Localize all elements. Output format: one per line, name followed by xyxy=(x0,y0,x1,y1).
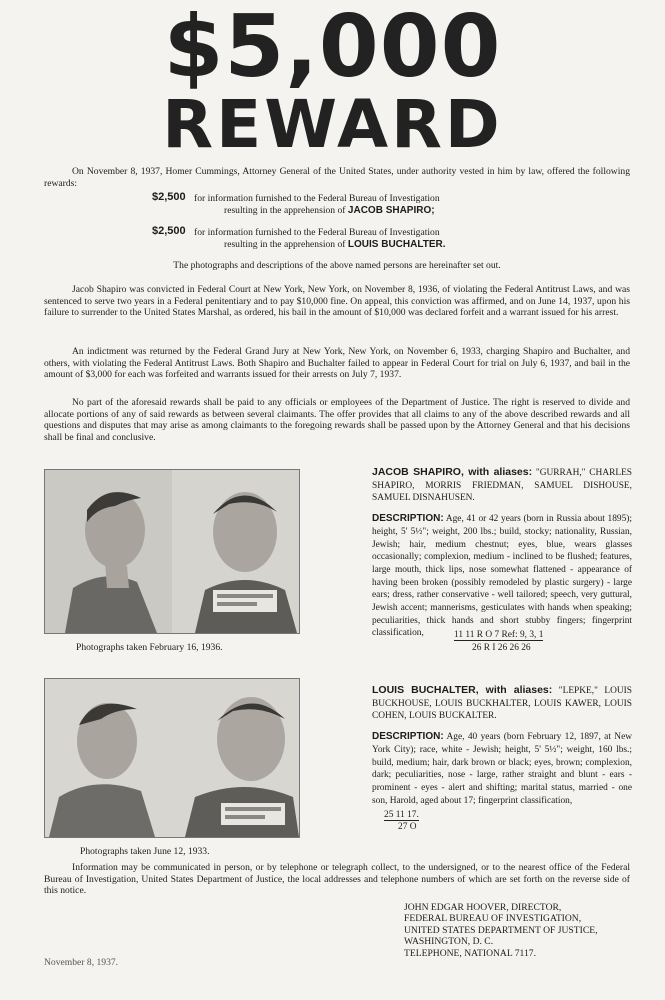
shapiro-mugshot-photo xyxy=(44,469,300,634)
intro-paragraph: On November 8, 1937, Homer Cummings, Attorney General of the United States, under authority vested in him by law, offered the following rewards: xyxy=(44,166,630,189)
reward-text-line2 xyxy=(224,205,592,217)
buchalter-classification-top: 25 11 17. xyxy=(384,810,419,820)
shapiro-photo-caption: Photographs taken February 16, 1936. xyxy=(76,642,223,653)
subject-name: JACOB SHAPIRO, with aliases: xyxy=(372,466,533,478)
reward-amount: $2,500 xyxy=(152,191,186,203)
contact-paragraph: Information may be communicated in person, or by telephone or telegraph collect, to the undersigned, or to the nearest office of the Federal Bureau of Investigation, United States Department of Justice, the local addresses and telephone numbers of which are set forth on the reverse side of this notice. xyxy=(44,862,630,897)
reward-offer-shapiro xyxy=(152,193,592,216)
shapiro-description xyxy=(372,513,632,640)
description-label: DESCRIPTION: xyxy=(372,513,444,525)
mugshot-illustration xyxy=(45,470,299,633)
description-label: DESCRIPTION: xyxy=(372,731,444,743)
buchalter-mugshot-photo xyxy=(44,678,300,838)
shapiro-conviction-paragraph: Jacob Shapiro was convicted in Federal Court at New York, New York, on November 8, 1936, of violating the Federal Antitrust Laws, and was sentenced to serve two years in a Federal penitentiary and to pay $10,000 fine. On appeal, this conviction was affirmed, and on June 14, 1937, upon his failure to surrender to the United States Marshal, as ordered, his bail in the amount of $10,000 was declared forfeit and a warrant issued for his arrest. xyxy=(44,284,630,319)
signature-line: JOHN EDGAR HOOVER, DIRECTOR, xyxy=(404,902,562,913)
reward-prefix: resulting in the apprehension of xyxy=(224,204,346,216)
description-text: Age, 40 years (born February 12, 1897, at New York City); race, white - Jewish; height, 5' 5½"; weight, 160 lbs.; build, medium; hair, dark brown or black; eyes, brown; complexion, dark; peculiarities, nose - large, rather straight and blunt - ears - prominent - eyes - alert and shifting; marital status, married - one son, Harold, aged about 17; fingerprint classification, xyxy=(372,732,633,806)
shapiro-name-and-aliases xyxy=(372,466,632,505)
signature-line: UNITED STATES DEPARTMENT OF JUSTICE, xyxy=(404,924,598,936)
mugshot-illustration xyxy=(45,679,299,837)
reward-amount-headline: $5,000 xyxy=(163,0,502,97)
reward-headline: REWARD xyxy=(162,86,503,163)
subject-aliases: "LEPKE," LOUIS BUCKHOUSE, LOUIS BUCKHALTER, LOUIS KAWER, LOUIS COHEN, LOUIS BUCKALTER. xyxy=(372,686,633,722)
shapiro-description-block xyxy=(372,466,632,640)
reward-subject-name: JACOB SHAPIRO; xyxy=(347,204,435,216)
buchalter-description-block xyxy=(372,684,632,807)
buchalter-name-and-aliases xyxy=(372,684,632,723)
footer-date: November 8, 1937. xyxy=(44,957,119,968)
buchalter-classification-bottom: 27 O xyxy=(398,822,417,832)
reward-text: for information furnished to the Federal Bureau of Investigation xyxy=(194,227,440,238)
signature-line: WASHINGTON, D. C. xyxy=(404,936,494,948)
shapiro-classification-bottom: 26 R I 26 26 26 xyxy=(472,643,531,653)
indictment-paragraph: An indictment was returned by the Federal Grand Jury at New York, New York, on November 6, 1933, charging Shapiro and Buchalter, and others, with violating the Federal Antitrust Laws. Both Shapiro and Buchalter failed to appear in Federal Court for trial on July 6, 1937, and bail in the amount of $3,000 for each was forfeited and warrants issued for their arrests on July 7, 1937. xyxy=(44,346,630,381)
reward-subject-name: LOUIS BUCHALTER. xyxy=(347,238,446,250)
reward-prefix: resulting in the apprehension of xyxy=(224,238,346,250)
description-text: Age, 41 or 42 years (born in Russia about 1895); height, 5' 5½"; weight, 200 lbs.; build, stocky; nationality, Russian, Jewish; hair, medium chestnut; eyes, blue, wears glasses occasionally; complexion, medium - inclined to be flushed; features, large mouth, thick lips, nose somewhat flattened - appearance of having been broken (possibly remodeled by plastic surgery) - large ears; dress, rather conservative - well tailored; speech, very guttural, Jewish accent; mannerisms, gesticulates with hands when speaking; peculiarities, thick hands and short stubby fingers; fingerprint classification, xyxy=(372,514,632,639)
buchalter-description xyxy=(372,731,632,807)
signature-line: FEDERAL BUREAU OF INVESTIGATION, xyxy=(404,913,582,925)
subject-name: LOUIS BUCHALTER, with aliases: xyxy=(372,684,553,696)
reward-offer-buchalter xyxy=(152,227,592,250)
signature-line: TELEPHONE, NATIONAL 7117. xyxy=(404,947,536,959)
signature-block xyxy=(404,902,644,959)
photographs-note: The photographs and descriptions of the above named persons are hereinafter set out. xyxy=(173,260,501,271)
conditions-paragraph: No part of the aforesaid rewards shall be paid to any officials or employees of the Department of Justice. The right is reserved to divide and allocate portions of any of said rewards as between several claimants. The offer provides that all claims to any of the above described rewards and all questions and disputes that may arise as among claimants to the foregoing rewards shall be passed upon by the Attorney General and that his decisions shall be final and conclusive. xyxy=(44,397,630,443)
shapiro-classification-top: 11 11 R O 7 Ref: 9, 3, 1 xyxy=(454,630,544,640)
reward-text-line2 xyxy=(224,239,592,251)
subject-aliases: "GURRAH," CHARLES SHAPIRO, MORRIS FRIEDMAN, SAMUEL DISHOUSE, SAMUEL DISNAHUSEN. xyxy=(372,468,633,504)
reward-amount: $2,500 xyxy=(152,225,186,237)
buchalter-photo-caption: Photographs taken June 12, 1933. xyxy=(80,846,210,857)
reward-text: for information furnished to the Federal Bureau of Investigation xyxy=(194,193,440,204)
